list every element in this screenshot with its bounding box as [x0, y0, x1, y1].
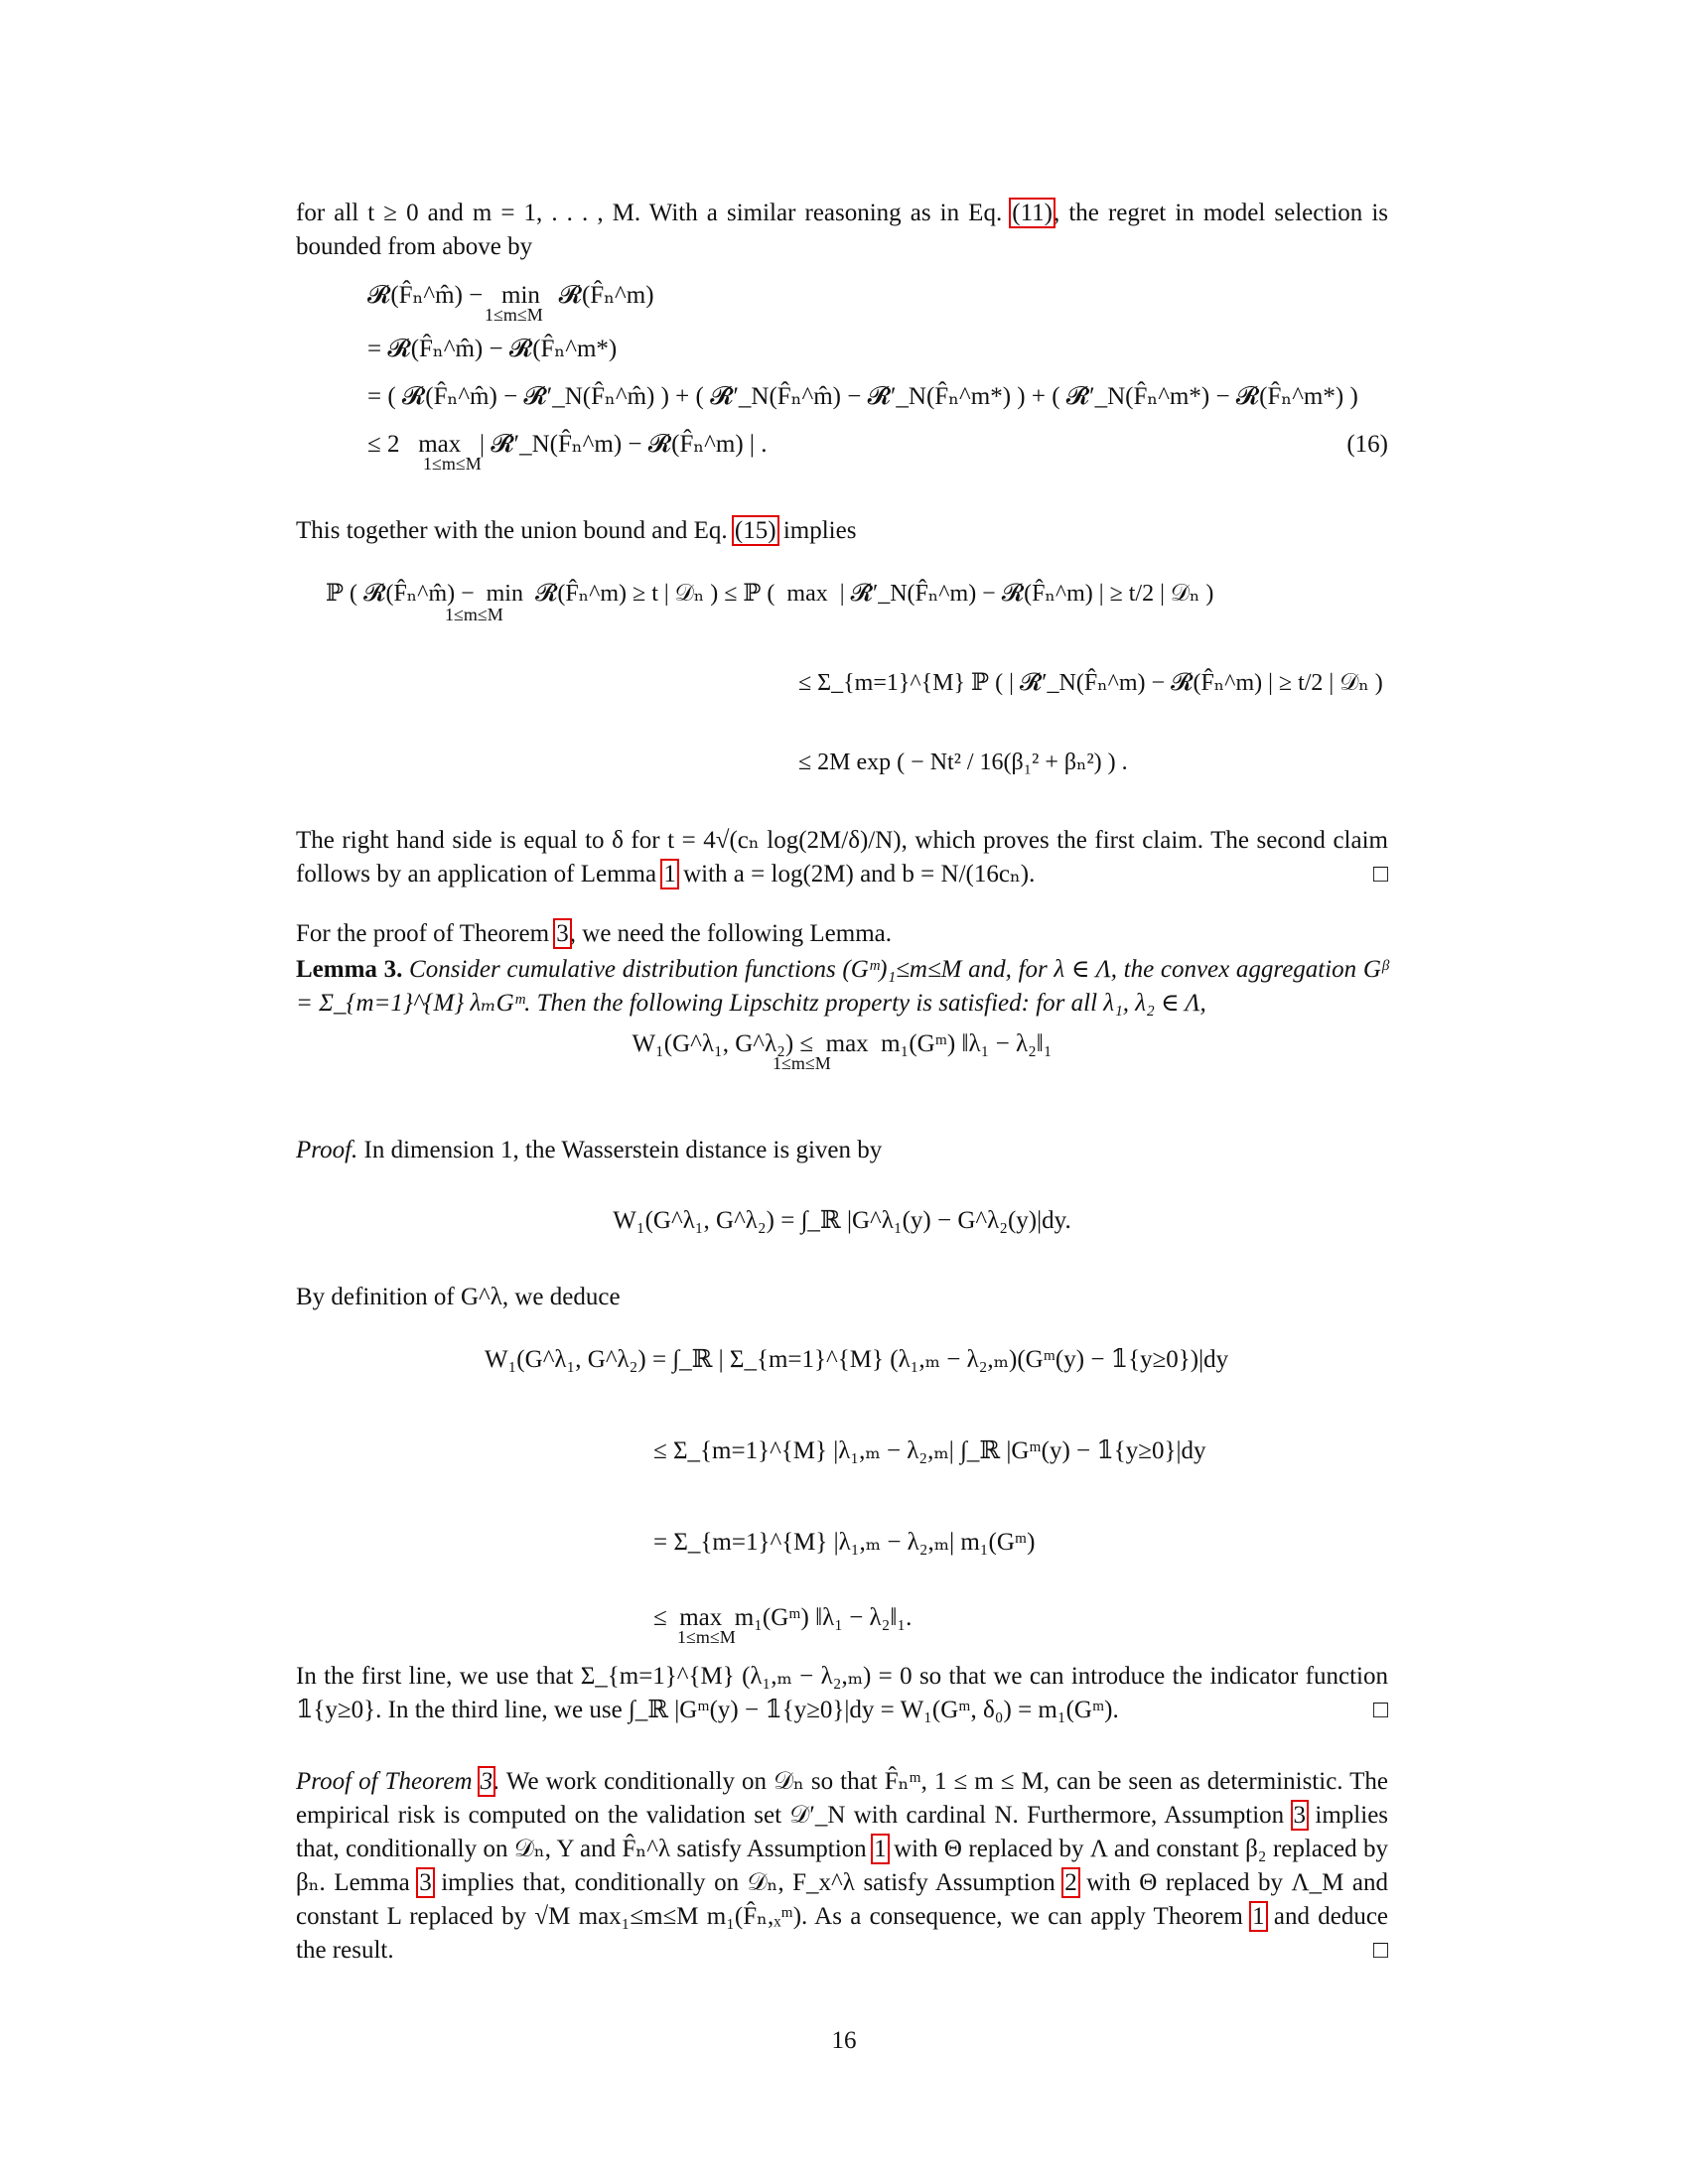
lemma-3-proof — [296, 1134, 1388, 1314]
prob-line2: ≤ Σ_{m=1}^{M} ℙ ( | 𝓡̂′_N(F̂ₙ^m) − 𝓡(F̂ₙ^m) | ≥ t/2 | 𝒟ₙ ) — [798, 670, 1383, 696]
assumption-ref-3[interactable]: 3 — [1293, 1802, 1307, 1829]
lemma-3-label: Lemma 3. — [296, 956, 403, 983]
eq16-line2: = 𝓡(F̂ₙ^m̂) − 𝓡(F̂ₙ^m*) — [367, 336, 618, 362]
prob-line3: ≤ 2M exp ( − Nt² / 16(β₁² + βₙ²) ) . — [798, 750, 1128, 775]
forproof-text: For the proof of Theorem — [296, 920, 550, 947]
theorem-ref-3[interactable]: 3 — [556, 920, 569, 947]
forproof-text-post: , we need the following Lemma. — [569, 920, 892, 947]
wasserstein-equation: W₁(G^λ₁, G^λ₂) = ∫_ℝ |G^λ₁(y) − G^λ₂(y)|dy. — [613, 1207, 1071, 1234]
eq16-line4-sub: 1≤m≤M — [423, 454, 482, 474]
intro-paragraph — [296, 197, 1388, 264]
chain-line4: ≤ max m₁(Gᵐ) ‖λ₁ − λ₂‖₁. — [653, 1604, 913, 1631]
theorem-ref-1[interactable]: 1 — [1252, 1903, 1265, 1930]
lemma-3-statement: Consider cumulative distribution functions (Gᵐ)₁≤m≤M and, for λ ∈ Λ, the convex aggregation Gᵝ = Σ_{m=1}^{M} λₘGᵐ. Then the following Lipschitz property is satisfied: for all λ₁, λ₂ ∈ Λ, — [296, 956, 1389, 1017]
eq16-line1-sub: 1≤m≤M — [485, 305, 543, 325]
proof-text-1: We work conditionally on 𝒟ₙ so that F̂ₙᵐ, 1 ≤ m ≤ M, can be seen as deterministic. The empirical risk is computed on the validation set 𝒟′_N with cardinal N. Furthermore, Assumption — [296, 1768, 1388, 1829]
lemma-3-equation: W₁(G^λ₁, G^λ₂) ≤ max m₁(Gᵐ) ‖λ₁ − λ₂‖₁ — [632, 1030, 1053, 1057]
eq16-line3: = ( 𝓡(F̂ₙ^m̂) − 𝓡̂′_N(F̂ₙ^m̂) ) + ( 𝓡̂′_N(F̂ₙ^m̂) − 𝓡̂′_N(F̂ₙ^m*) ) + ( 𝓡̂′_N(F̂ₙ^m*) − 𝓡(F̂ₙ^m*) ) — [367, 383, 1358, 410]
rhs-text: The right hand side is equal to δ for t = 4√(cₙ log(2M/δ)/N), which proves the first claim. The second claim follows by an application of Lemma — [296, 827, 1388, 887]
prob-line1: ℙ ( 𝓡(F̂ₙ^m̂) − min 𝓡(F̂ₙ^m) ≥ t | 𝒟ₙ ) ≤ ℙ ( max | 𝓡̂′_N(F̂ₙ^m) − 𝓡(F̂ₙ^m) | ≥ t/2 | 𝒟ₙ ) — [326, 581, 1214, 607]
union-paragraph — [296, 514, 1388, 548]
lemma-3 — [296, 953, 1388, 1072]
lemma-ref-3[interactable]: 3 — [419, 1869, 432, 1896]
chain-line3: = Σ_{m=1}^{M} |λ₁,ₘ − λ₂,ₘ| m₁(Gᵐ) — [653, 1529, 1036, 1556]
firstline-paragraph — [296, 1660, 1388, 1727]
theorem-ref-3[interactable]: 3 — [480, 1768, 493, 1795]
chain-line1: W₁(G^λ₁, G^λ₂) = ∫_ℝ | Σ_{m=1}^{M} (λ₁,ₘ − λ₂,ₘ)(Gᵐ(y) − 𝟙{y≥0})|dy — [485, 1346, 1229, 1373]
assumption-ref-2[interactable]: 2 — [1064, 1869, 1077, 1896]
eq-ref-11[interactable]: (11) — [1012, 200, 1054, 226]
qed-symbol: □ — [1372, 1697, 1388, 1723]
rhs-text-post: with a = log(2M) and b = N/(16cₙ). — [683, 861, 1036, 887]
proof-label: Proof. — [296, 1137, 358, 1163]
forproof-paragraph — [296, 917, 1388, 951]
proof-text-6: and deduce the result. — [296, 1903, 1389, 1964]
intro-text: for all t ≥ 0 and m = 1, . . . , M. With a similar reasoning as in Eq. — [296, 200, 1003, 226]
lemma-3-eq-sub: 1≤m≤M — [773, 1053, 831, 1073]
assumption-ref-1[interactable]: 1 — [874, 1836, 887, 1862]
proof-text-4: implies that, conditionally on 𝒟ₙ, F_x^λ satisfy Assumption — [441, 1869, 1055, 1896]
proof-text-5: with Θ replaced by Λ_M and constant L replaced by √M max₁≤m≤M m₁(F̂ₙ,ₓᵐ). As a consequence, we can apply Theorem — [296, 1869, 1389, 1930]
equation-number-16: (16) — [1346, 431, 1388, 458]
equation-16 — [296, 276, 1388, 473]
chain-line2: ≤ Σ_{m=1}^{M} |λ₁,ₘ − λ₂,ₘ| ∫_ℝ |Gᵐ(y) − 𝟙{y≥0}|dy — [653, 1437, 1206, 1464]
chain-line4-sub: 1≤m≤M — [677, 1627, 736, 1647]
rhs-paragraph — [296, 824, 1388, 891]
proof-theorem-label: Proof of Theorem — [296, 1768, 473, 1795]
inequality-chain — [296, 1340, 1388, 1646]
bydef-text: By definition of G^λ, we deduce — [296, 1284, 621, 1310]
prob-line1-sub: 1≤m≤M — [445, 605, 503, 624]
probability-bound — [296, 574, 1388, 782]
eq-ref-15[interactable]: (15) — [734, 517, 776, 544]
qed-symbol: □ — [1372, 1937, 1388, 1964]
firstline-text: In the first line, we use that Σ_{m=1}^{M} (λ₁,ₘ − λ₂,ₘ) = 0 so that we can introduce the indicator function 𝟙{y≥0}. In the third line, we use ∫_ℝ |Gᵐ(y) − 𝟙{y≥0}|dy = W₁(Gᵐ, δ₀) = m₁(Gᵐ). — [296, 1663, 1388, 1723]
theorem-3-proof: Proof of Theorem 3. We work conditionally on 𝒟ₙ so that F̂ₙᵐ, 1 ≤ m ≤ M, can be seen as deterministic. The empirical risk is computed on the validation set 𝒟′_N with cardinal N. Furthermore, Assumption 3 implies that, conditionally on 𝒟ₙ, Y and F̂ₙ^λ satisfy Assumption 1 with Θ replaced by Λ and constant β₂ replaced by βₙ. Lemma 3 implies that, conditionally on 𝒟ₙ, F_x^λ satisfy Assumption 2 with Θ replaced by Λ_M and constant L replaced by √M max₁≤m≤M m₁(F̂ₙ,ₓᵐ). As a consequence, we can apply Theorem 1 and deduce the result. □ — [296, 1765, 1388, 1968]
page-number: 16 — [831, 2027, 857, 2054]
lemma-ref-1[interactable]: 1 — [663, 861, 676, 887]
proof-text-2: implies that, conditionally on 𝒟ₙ, Y and F̂ₙ^λ satisfy Assumption — [296, 1802, 1389, 1862]
eq16-line1: 𝓡(F̂ₙ^m̂) − min 𝓡(F̂ₙ^m) — [367, 282, 654, 309]
proof-text: In dimension 1, the Wasserstein distance is given by — [363, 1137, 883, 1163]
union-text-post: implies — [782, 517, 857, 544]
intro-text-post: , the regret in model selection is bounded from above by — [296, 200, 1389, 260]
eq16-line4: ≤ 2 max | 𝓡̂′_N(F̂ₙ^m) − 𝓡(F̂ₙ^m) | . — [367, 431, 768, 458]
union-text: This together with the union bound and Eq. — [296, 517, 728, 544]
qed-symbol: □ — [1372, 861, 1388, 887]
proof-text-3: with Θ replaced by Λ and constant β₂ replaced by βₙ. Lemma — [296, 1836, 1389, 1896]
